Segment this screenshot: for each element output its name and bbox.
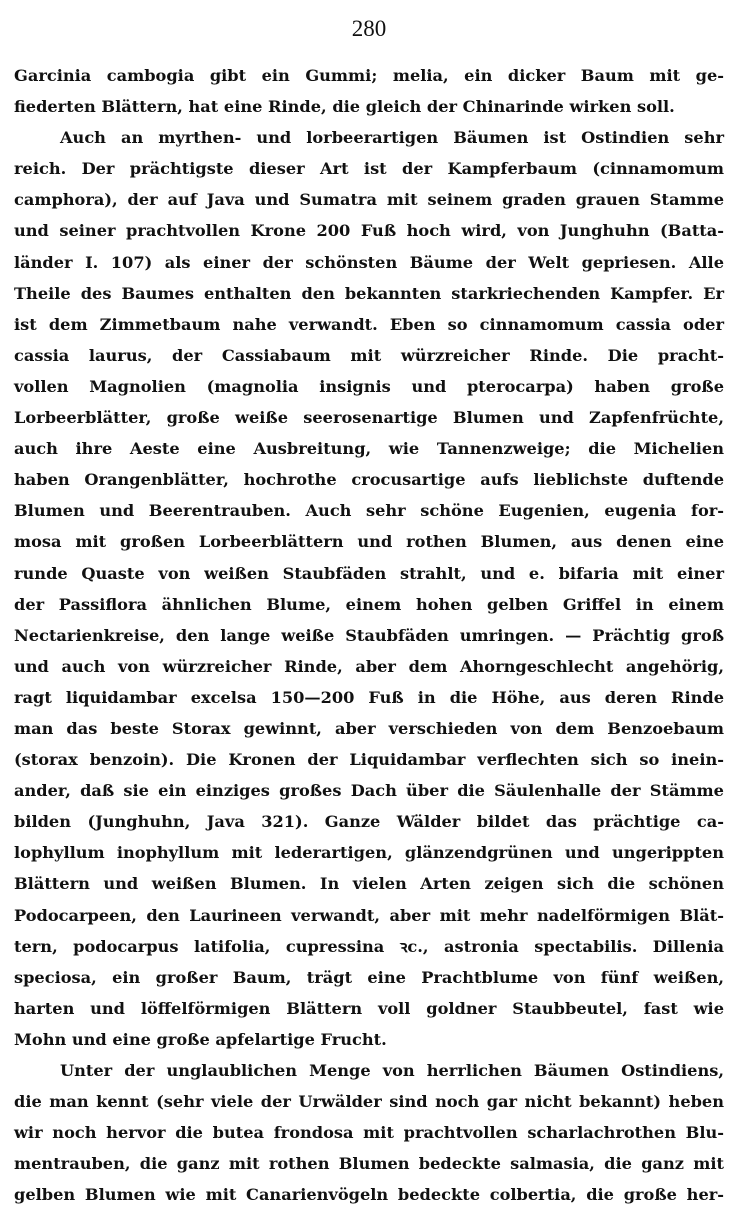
text-line: bilden (Junghuhn, Java 321). Ganze Wälder bildet das prächtige ca- bbox=[14, 812, 724, 832]
text-line: harten und löffelförmigen Blättern voll goldner Staubbeutel, fast wie bbox=[14, 998, 724, 1018]
text-line: Podocarpeen, den Laurineen verwandt, aber mit mehr nadelförmigen Blät- bbox=[14, 905, 724, 925]
text-line: ander, daß sie ein einziges großes Dach über die Säulenhalle der Stämme bbox=[14, 781, 724, 801]
text-line: Lorbeerblätter, große weiße seerosenartige Blumen und Zapfenfrüchte, bbox=[14, 408, 724, 428]
text-line: länder I. 107) als einer der schönsten Bäume der Welt gepriesen. Alle bbox=[14, 252, 724, 272]
page-text-body bbox=[14, 60, 724, 1210]
text-line: und auch von würzreicher Rinde, aber dem Ahorngeschlecht angehörig, bbox=[14, 656, 724, 676]
text-line: runde Quaste von weißen Staubfäden strahlt, und e. bifaria mit einer bbox=[14, 563, 724, 583]
text-line: ragt liquidambar excelsa 150—200 Fuß in die Höhe, aus deren Rinde bbox=[14, 687, 724, 707]
text-line: tern, podocarpus latifolia, cupressina ꝛc., astronia spectabilis. Dillenia bbox=[14, 936, 724, 956]
text-line: (storax benzoin). Die Kronen der Liquidambar verflechten sich so inein- bbox=[14, 750, 724, 770]
text-line: der Passiflora ähnlichen Blume, einem hohen gelben Griffel in einem bbox=[14, 594, 724, 614]
text-line: lophyllum inophyllum mit lederartigen, glänzendgrünen und ungerippten bbox=[14, 843, 724, 863]
text-line: man das beste Storax gewinnt, aber verschieden von dem Benzoebaum bbox=[14, 718, 724, 738]
text-line: camphora), der auf Java und Sumatra mit seinem graden grauen Stamme bbox=[14, 190, 724, 210]
text-line: speciosa, ein großer Baum, trägt eine Prachtblume von fünf weißen, bbox=[14, 967, 724, 987]
text-line: ist dem Zimmetbaum nahe verwandt. Eben so cinnamomum cassia oder bbox=[14, 314, 724, 334]
text-line: wir noch hervor die butea frondosa mit prachtvollen scharlachrothen Blu- bbox=[14, 1123, 724, 1143]
text-line: fiederten Blättern, hat eine Rinde, die gleich der Chinarinde wirken soll. bbox=[14, 97, 675, 117]
text-line: die man kennt (sehr viele der Urwälder sind noch gar nicht bekannt) heben bbox=[14, 1092, 724, 1112]
text-line: Nectarienkreise, den lange weiße Staubfäden umringen. — Prächtig groß bbox=[14, 625, 724, 645]
text-line: cassia laurus, der Cassiabaum mit würzreicher Rinde. Die pracht- bbox=[14, 345, 724, 365]
page-number: 280 bbox=[351, 16, 387, 41]
text-line: und seiner prachtvollen Krone 200 Fuß hoch wird, von Junghuhn (Batta- bbox=[14, 221, 724, 241]
text-line: vollen Magnolien (magnolia insignis und pterocarpa) haben große bbox=[14, 376, 724, 396]
text-line: mentrauben, die ganz mit rothen Blumen bedeckte salmasia, die ganz mit bbox=[14, 1154, 724, 1174]
text-line: Blättern und weißen Blumen. In vielen Arten zeigen sich die schönen bbox=[14, 874, 724, 894]
text-line: Mohn und eine große apfelartige Frucht. bbox=[14, 1029, 387, 1049]
text-line: Unter der unglaublichen Menge von herrlichen Bäumen Ostindiens, bbox=[60, 1061, 724, 1080]
text-line: Garcinia cambogia gibt ein Gummi; melia, ein dicker Baum mit ge- bbox=[14, 66, 724, 85]
text-line: auch ihre Aeste eine Ausbreitung, wie Tannenzweige; die Michelien bbox=[14, 439, 724, 459]
text-line: Theile des Baumes enthalten den bekannten starkriechenden Kampfer. Er bbox=[14, 283, 724, 303]
text-line: reich. Der prächtigste dieser Art ist der Kampferbaum (cinnamomum bbox=[14, 159, 724, 179]
text-line: mosa mit großen Lorbeerblättern und rothen Blumen, aus denen eine bbox=[14, 532, 724, 552]
text-line: Blumen und Beerentrauben. Auch sehr schöne Eugenien, eugenia for- bbox=[14, 501, 724, 521]
text-line: haben Orangenblätter, hochrothe crocusartige aufs lieblichste duftende bbox=[14, 470, 724, 490]
text-line: Auch an myrthen- und lorbeerartigen Bäumen ist Ostindien sehr bbox=[60, 128, 724, 148]
text-line: gelben Blumen wie mit Canarienvögeln bedeckte colbertia, die große her- bbox=[14, 1185, 724, 1205]
